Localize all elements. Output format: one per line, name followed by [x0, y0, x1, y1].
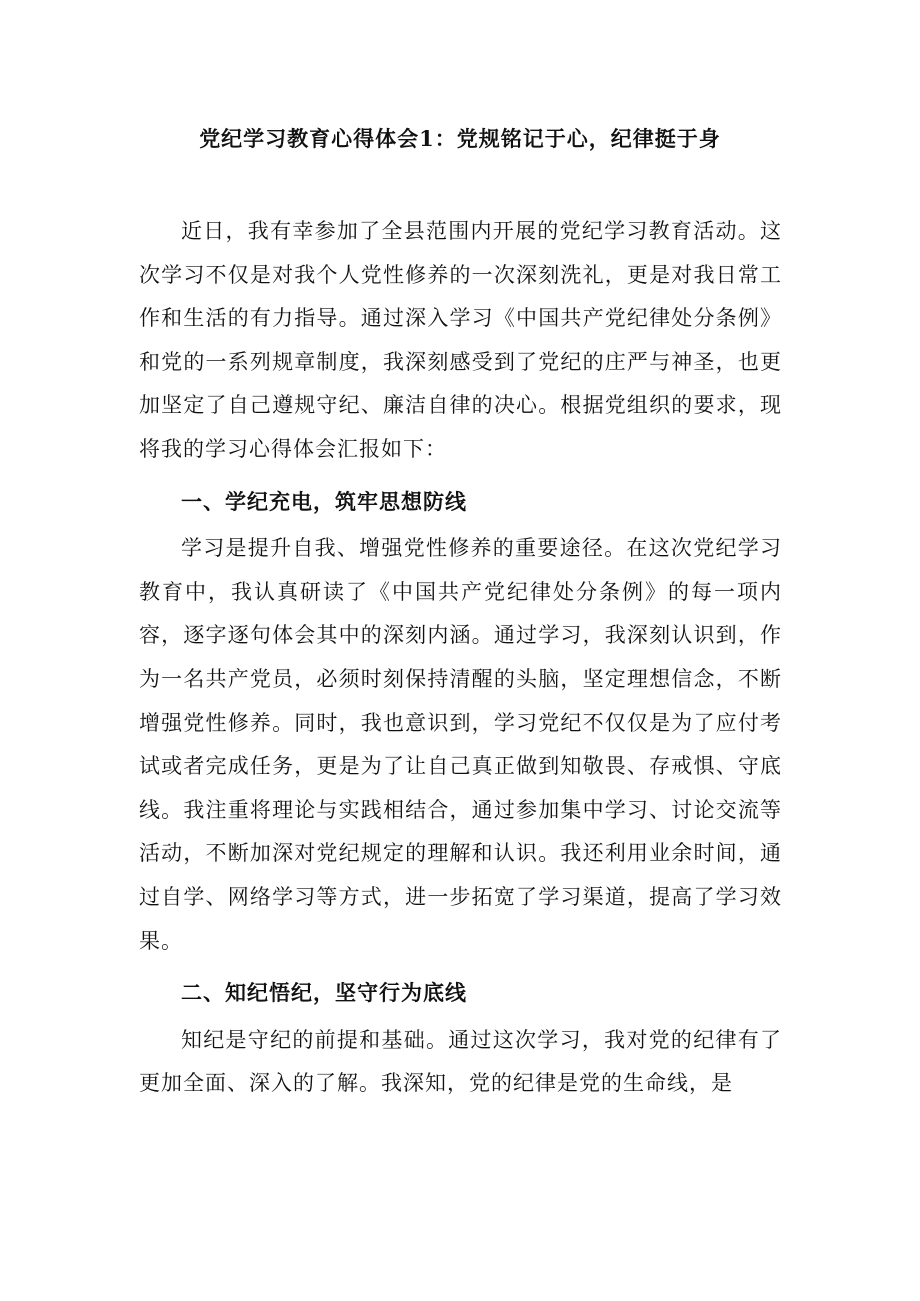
document-body	[139, 210, 782, 1106]
intro-paragraph: 近日，我有幸参加了全县范围内开展的党纪学习教育活动。这次学习不仅是对我个人党性修养的一次深刻洗礼，更是对我日常工作和生活的有力指导。通过深入学习《中国共产党纪律处分条例》和党的一系列规章制度，我深刻感受到了党纪的庄严与神圣，也更加坚定了自己遵规守纪、廉洁自律的决心。根据党组织的要求，现将我的学习心得体会汇报如下：	[139, 219, 782, 461]
section-2-heading: 二、知纪悟纪，坚守行为底线	[181, 980, 467, 1006]
document-title: 党纪学习教育心得体会1：党规铭记于心，纪律挺于身	[199, 126, 721, 151]
section-1-heading: 一、学纪充电，筑牢思想防线	[181, 488, 467, 514]
section-2-paragraph: 知纪是守纪的前提和基础。通过这次学习，我对党的纪律有了更加全面、深入的了解。我深知，党的纪律是党的生命线，是	[139, 1027, 782, 1096]
section-1-paragraph: 学习是提升自我、增强党性修养的重要途径。在这次党纪学习教育中，我认真研读了《中国共产党纪律处分条例》的每一项内容，逐字逐句体会其中的深刻内涵。通过学习，我深刻认识到，作为一名共产党员，必须时刻保持清醒的头脑，坚定理想信念，不断增强党性修养。同时，我也意识到，学习党纪不仅仅是为了应付考试或者完成任务，更是为了让自己真正做到知敬畏、存戒惧、守底线。我注重将理论与实践相结合，通过参加集中学习、讨论交流等活动，不断加深对党纪规定的理解和认识。我还利用业余时间，通过自学、网络学习等方式，进一步拓宽了学习渠道，提高了学习效果。	[139, 536, 782, 953]
